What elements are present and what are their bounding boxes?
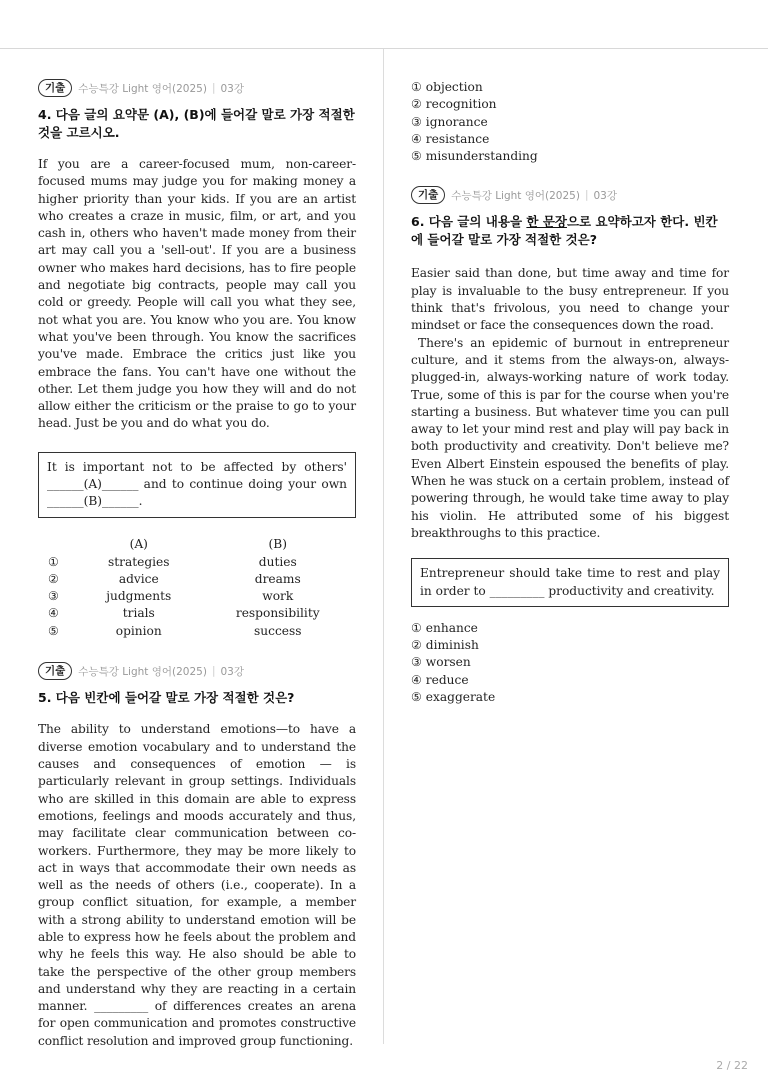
option-number: ③ bbox=[48, 589, 59, 604]
option-item[interactable]: ⑤ misunderstanding bbox=[411, 149, 538, 164]
option-a: judgments bbox=[106, 589, 172, 604]
question-passage bbox=[411, 265, 733, 542]
option-row[interactable] bbox=[38, 570, 356, 587]
title-part: 으로 요약하고자 한다. 빈칸에 들어갈 말로 가장 적절한 것은? bbox=[411, 214, 718, 248]
option-item[interactable]: ① objection bbox=[411, 80, 483, 94]
lesson-label: 03강 bbox=[220, 82, 245, 95]
option-b: duties bbox=[258, 554, 297, 569]
lesson-label: 03강 bbox=[593, 189, 618, 202]
column-divider bbox=[383, 49, 384, 1044]
option-row[interactable] bbox=[38, 553, 356, 570]
option-b: dreams bbox=[254, 571, 301, 586]
past-exam-badge: 기출 bbox=[38, 79, 72, 97]
option-number: ② bbox=[48, 571, 59, 586]
option-number: ④ bbox=[48, 606, 59, 621]
answer-options bbox=[38, 536, 356, 640]
source-label: 수능특강 Light 영어(2025) bbox=[78, 665, 207, 678]
separator: | bbox=[211, 82, 216, 94]
option-item[interactable]: ③ worsen bbox=[411, 655, 471, 670]
source-label: 수능특강 Light 영어(2025) bbox=[78, 82, 207, 95]
option-b: work bbox=[262, 589, 294, 604]
past-exam-badge: 기출 bbox=[38, 662, 72, 680]
lesson-label: 03강 bbox=[220, 665, 245, 678]
summary-box: Entrepreneur should take time to rest and play in order to _________ productivity and creativity. bbox=[411, 558, 729, 607]
option-a: opinion bbox=[115, 623, 162, 638]
option-item[interactable]: ① enhance bbox=[411, 620, 478, 635]
option-item[interactable]: ③ ignorance bbox=[411, 114, 488, 129]
past-exam-badge: 기출 bbox=[411, 186, 445, 204]
option-item[interactable]: ⑤ exaggerate bbox=[411, 690, 496, 705]
right-column bbox=[411, 79, 733, 706]
options-header bbox=[38, 536, 356, 553]
option-item[interactable]: ④ resistance bbox=[411, 131, 490, 146]
page-number: 2 / 22 bbox=[716, 1059, 748, 1072]
left-column bbox=[38, 78, 356, 1050]
option-a: advice bbox=[118, 571, 159, 586]
question-4 bbox=[38, 78, 356, 639]
separator: | bbox=[584, 189, 589, 202]
question-tag bbox=[411, 185, 729, 205]
title-underline: 한 문장 bbox=[526, 214, 567, 230]
option-b: success bbox=[254, 623, 302, 638]
source-label: 수능특강 Light 영어(2025) bbox=[451, 189, 580, 202]
question-title bbox=[411, 213, 729, 249]
option-a: trials bbox=[122, 606, 155, 621]
question-5-options bbox=[411, 79, 729, 165]
option-number: ① bbox=[48, 554, 59, 569]
title-part: 6. 다음 글의 내용을 bbox=[411, 214, 527, 230]
passage-paragraph: Easier said than done, but time away and time for play is invaluable to the busy entrepreneur. If you think that's frivolous, you need to change your mindset or face the consequences down the road. bbox=[411, 266, 729, 333]
passage-paragraph: There's an epidemic of burnout in entrepreneur culture, and it stems from the always-on, always-plugged-in, always-working nature of work today. True, some of this is par for the course when you're starting a business. But whatever time you can pull away to let your mind rest and play will pay back in both productivity and creativity. Don't believe me? Even Albert Einstein espoused the benefits of play. When he was stuck on a certain problem, instead of powering through, he would take time away to play his violin. He attributed some of his biggest breakthroughs to this practice. bbox=[411, 335, 733, 540]
question-6 bbox=[411, 185, 733, 706]
option-a: strategies bbox=[107, 554, 170, 569]
question-passage: The ability to understand emotions—to have a diverse emotion vocabulary and to understand the causes and consequences of emotion — is particularly relevant in group settings. Individuals who are skilled in this domain are able to express emotions, feelings and moods accurately and thus, may facilitate clear communication between co-workers. Furthermore, they may be more likely to act in ways that accommodate their own needs as well as the needs of others (i.e., cooperate). In a group conflict situation, for example, a member with a strong ability to understand emotion will be able to express how he feels about the problem and why he feels this way. He also should be able to take the perspective of the other group members and understand why they are reacting in a certain manner. _________ of differences creates an arena for open communication and promotes constructive conflict resolution and improved group functioning. bbox=[38, 722, 356, 1048]
question-title: 4. 다음 글의 요약문 (A), (B)에 들어갈 말로 가장 적절한 것을 고르시오. bbox=[38, 107, 355, 140]
option-item[interactable]: ② diminish bbox=[411, 638, 479, 653]
option-row[interactable] bbox=[38, 588, 356, 605]
question-tag bbox=[38, 661, 356, 681]
question-5 bbox=[38, 661, 356, 1050]
option-b: responsibility bbox=[235, 606, 320, 621]
option-item[interactable]: ④ reduce bbox=[411, 672, 469, 687]
question-tag bbox=[38, 78, 356, 98]
question-title: 5. 다음 빈칸에 들어갈 말로 가장 적절한 것은? bbox=[38, 690, 295, 706]
column-a-header: (A) bbox=[129, 537, 148, 552]
summary-box: It is important not to be affected by others' ______(A)______ and to continue doing your own ______(B)______. bbox=[38, 452, 356, 518]
question-6-options bbox=[411, 620, 729, 706]
column-b-header: (B) bbox=[268, 537, 287, 552]
option-item[interactable]: ② recognition bbox=[411, 97, 497, 112]
separator: | bbox=[211, 665, 216, 678]
header-divider bbox=[0, 48, 768, 49]
option-row[interactable] bbox=[38, 605, 356, 622]
option-number: ⑤ bbox=[48, 623, 59, 638]
option-row[interactable] bbox=[38, 622, 356, 639]
question-passage: If you are a career-focused mum, non-career-focused mums may judge you for making money a higher priority than your kids. If you are an artist who creates a craze in music, film, or art, and you cash in, others who haven't made money from their art may call you a 'sell-out'. If you are a business owner who makes hard decisions, has to fire people and negotiate big contracts, people may call you cold or greedy. People will call you what they see, not what you are. You know who you are. You know what you've been through. You know the sacrifices you've made. Embrace the critics just like you embrace the fans. You can't have one without the other. Let them judge you how they will and do not allow either the criticism or the praise to go to your head. Just be you and do what you do. bbox=[38, 157, 356, 431]
